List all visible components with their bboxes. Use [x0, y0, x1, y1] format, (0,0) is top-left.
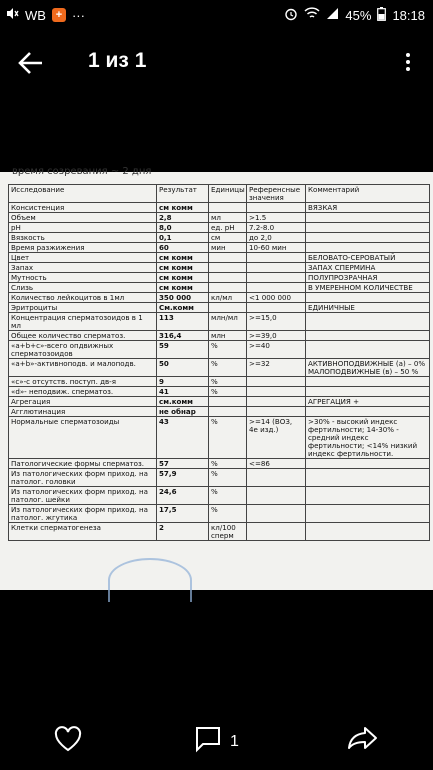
- comment-icon: [195, 726, 221, 752]
- result-cell: 316,4: [157, 331, 209, 341]
- test-name-cell: Консистенция: [9, 203, 157, 213]
- header-cell: Референсные значения: [247, 185, 306, 203]
- reference-cell: >=32: [247, 359, 306, 377]
- result-cell: 350 000: [157, 293, 209, 303]
- notification-badge: +: [52, 8, 66, 22]
- reference-cell: [247, 523, 306, 541]
- table-row: [9, 331, 430, 341]
- test-name-cell: Агглютинация: [9, 407, 157, 417]
- units-cell: мл: [209, 213, 247, 223]
- table-row: [9, 293, 430, 303]
- reference-cell: [247, 387, 306, 397]
- table-row: [9, 417, 430, 459]
- reference-cell: [247, 283, 306, 293]
- reference-cell: [247, 487, 306, 505]
- table-row: [9, 505, 430, 523]
- reference-cell: <1 000 000: [247, 293, 306, 303]
- result-cell: см комм: [157, 263, 209, 273]
- test-name-cell: Время разжижения: [9, 243, 157, 253]
- table-row: [9, 359, 430, 377]
- comment-cell: [306, 377, 430, 387]
- viewer-toolbar: [0, 30, 433, 96]
- heart-icon: [54, 726, 82, 752]
- header-cell: Результат: [157, 185, 209, 203]
- result-cell: См.комм: [157, 303, 209, 313]
- reference-cell: [247, 377, 306, 387]
- reference-cell: >1.5: [247, 213, 306, 223]
- table-row: [9, 213, 430, 223]
- units-cell: %: [209, 459, 247, 469]
- test-name-cell: Количество лейкоцитов в 1мл: [9, 293, 157, 303]
- comment-cell: [306, 313, 430, 331]
- result-cell: 50: [157, 359, 209, 377]
- comment-cell: [306, 331, 430, 341]
- table-row: [9, 387, 430, 397]
- test-name-cell: Патологические формы сперматоз.: [9, 459, 157, 469]
- table-row: [9, 233, 430, 243]
- comment-cell: [306, 243, 430, 253]
- comment-cell: АКТИВНОПОДВИЖНЫЕ (а) – 0% МАЛОПОДВИЖНЫЕ (в) – 50 %: [306, 359, 430, 377]
- result-cell: 24,6: [157, 487, 209, 505]
- test-name-cell: Концентрация сперматозоидов в 1 мл: [9, 313, 157, 331]
- comment-cell: [306, 223, 430, 233]
- like-button[interactable]: [54, 726, 82, 757]
- test-name-cell: Агрегация: [9, 397, 157, 407]
- test-name-cell: Из патологических форм приход. на патолог. головки: [9, 469, 157, 487]
- more-vert-icon[interactable]: [403, 50, 413, 76]
- wifi-icon: [304, 7, 320, 23]
- table-row: [9, 243, 430, 253]
- table-row: [9, 377, 430, 387]
- reference-cell: [247, 303, 306, 313]
- units-cell: [209, 253, 247, 263]
- battery-percent: 45%: [345, 7, 372, 23]
- units-cell: [209, 397, 247, 407]
- comment-cell: [306, 387, 430, 397]
- comment-cell: ЕДИНИЧНЫЕ: [306, 303, 430, 313]
- result-cell: 9: [157, 377, 209, 387]
- result-cell: 8,0: [157, 223, 209, 233]
- comment-cell: [306, 459, 430, 469]
- comment-cell: [306, 469, 430, 487]
- comment-cell: [306, 523, 430, 541]
- header-cell: Единицы: [209, 185, 247, 203]
- comment-cell: [306, 233, 430, 243]
- reference-cell: до 2,0: [247, 233, 306, 243]
- test-name-cell: Запах: [9, 263, 157, 273]
- mute-icon: [6, 7, 19, 23]
- reference-cell: [247, 505, 306, 523]
- units-cell: млн: [209, 331, 247, 341]
- units-cell: [209, 303, 247, 313]
- reference-cell: >=15,0: [247, 313, 306, 331]
- units-cell: мин: [209, 243, 247, 253]
- units-cell: см: [209, 233, 247, 243]
- comment-cell: В УМЕРЕННОМ КОЛИЧЕСТВЕ: [306, 283, 430, 293]
- bottom-action-bar: [0, 712, 433, 770]
- table-row: [9, 303, 430, 313]
- table-row: [9, 253, 430, 263]
- test-name-cell: «а+b»-активноподв. и малоподв.: [9, 359, 157, 377]
- status-bar: [0, 0, 433, 30]
- result-cell: 0,1: [157, 233, 209, 243]
- units-cell: [209, 263, 247, 273]
- test-name-cell: «с»-с отсутств. поступ. дв-я: [9, 377, 157, 387]
- reference-cell: >=39,0: [247, 331, 306, 341]
- result-cell: 2: [157, 523, 209, 541]
- table-row: [9, 487, 430, 505]
- units-cell: млн/мл: [209, 313, 247, 331]
- test-name-cell: Клетки сперматогенеза: [9, 523, 157, 541]
- units-cell: %: [209, 341, 247, 359]
- test-name-cell: Цвет: [9, 253, 157, 263]
- table-row: [9, 397, 430, 407]
- comment-cell: [306, 213, 430, 223]
- table-row: [9, 273, 430, 283]
- reference-cell: 10-60 мин: [247, 243, 306, 253]
- units-cell: [209, 273, 247, 283]
- result-cell: 41: [157, 387, 209, 397]
- comment-button[interactable]: [195, 726, 221, 757]
- header-cell: Исследование: [9, 185, 157, 203]
- units-cell: %: [209, 359, 247, 377]
- back-button[interactable]: [18, 50, 48, 76]
- units-cell: кл/100 сперм: [209, 523, 247, 541]
- units-cell: %: [209, 417, 247, 459]
- test-name-cell: «d»- неподвиж. сперматоз.: [9, 387, 157, 397]
- test-name-cell: «а+b+c»-всего опдвижных сперматозоидов: [9, 341, 157, 359]
- result-cell: 59: [157, 341, 209, 359]
- result-cell: 2,8: [157, 213, 209, 223]
- comment-cell: >30% - высокий индекс фертильности; 14-30% - средний индекс фертильности; <14% низкий индекс фертильности.: [306, 417, 430, 459]
- result-cell: см комм: [157, 203, 209, 213]
- battery-icon: [377, 7, 386, 24]
- result-cell: 60: [157, 243, 209, 253]
- reference-cell: 7.2-8.0: [247, 223, 306, 233]
- result-cell: см комм: [157, 253, 209, 263]
- test-name-cell: Из патологических форм приход. на патолог. шейки: [9, 487, 157, 505]
- comment-cell: ЗАПАХ СПЕРМИНА: [306, 263, 430, 273]
- result-cell: 17,5: [157, 505, 209, 523]
- page-title: 1 из 1: [88, 49, 147, 72]
- comment-count: 1: [230, 733, 239, 750]
- lab-results-table: [8, 184, 430, 541]
- result-cell: не обнар: [157, 407, 209, 417]
- reference-cell: [247, 253, 306, 263]
- table-row: [9, 341, 430, 359]
- comment-cell: ПОЛУПРОЗРАЧНАЯ: [306, 273, 430, 283]
- comment-cell: [306, 505, 430, 523]
- table-row: [9, 469, 430, 487]
- comment-cell: ВЯЗКАЯ: [306, 203, 430, 213]
- stamp: [108, 558, 192, 602]
- result-cell: 43: [157, 417, 209, 459]
- clock: 18:18: [392, 7, 425, 23]
- alarm-icon: [284, 7, 298, 24]
- reference-cell: [247, 263, 306, 273]
- reference-cell: >=40: [247, 341, 306, 359]
- comment-cell: [306, 407, 430, 417]
- reference-cell: [247, 273, 306, 283]
- carrier-label: WB: [25, 7, 46, 23]
- units-cell: %: [209, 377, 247, 387]
- table-row: [9, 313, 430, 331]
- comment-cell: АГРЕГАЦИЯ +: [306, 397, 430, 407]
- share-button[interactable]: [348, 726, 378, 755]
- units-cell: [209, 407, 247, 417]
- units-cell: [209, 283, 247, 293]
- result-cell: 57,9: [157, 469, 209, 487]
- comment-cell: [306, 487, 430, 505]
- units-cell: %: [209, 387, 247, 397]
- units-cell: %: [209, 487, 247, 505]
- reference-cell: >=14 (ВОЗ, 4е изд.): [247, 417, 306, 459]
- result-cell: 57: [157, 459, 209, 469]
- header-cell: Комментарий: [306, 185, 430, 203]
- back-arrow-icon: [18, 50, 44, 76]
- units-cell: ед. pH: [209, 223, 247, 233]
- test-name-cell: Вязкость: [9, 233, 157, 243]
- reference-cell: [247, 203, 306, 213]
- result-cell: см комм: [157, 283, 209, 293]
- share-icon: [348, 726, 378, 750]
- table-header-row: [9, 185, 430, 203]
- units-cell: [209, 203, 247, 213]
- units-cell: %: [209, 505, 247, 523]
- result-cell: 113: [157, 313, 209, 331]
- signal-icon: [326, 7, 339, 23]
- comment-cell: [306, 341, 430, 359]
- table-body: [9, 203, 430, 541]
- test-name-cell: Мутность: [9, 273, 157, 283]
- reference-cell: [247, 407, 306, 417]
- cutoff-line: время созревания ~ 2 дня: [12, 166, 152, 177]
- notification-dots: ···: [71, 7, 85, 23]
- units-cell: кл/мл: [209, 293, 247, 303]
- test-name-cell: Слизь: [9, 283, 157, 293]
- test-name-cell: Из патологических форм приход. на патолог. жгутика: [9, 505, 157, 523]
- reference-cell: [247, 469, 306, 487]
- table-row: [9, 223, 430, 233]
- table-row: [9, 523, 430, 541]
- table-row: [9, 459, 430, 469]
- reference-cell: <=86: [247, 459, 306, 469]
- test-name-cell: pH: [9, 223, 157, 233]
- table-row: [9, 203, 430, 213]
- table-row: [9, 263, 430, 273]
- comment-cell: [306, 293, 430, 303]
- table-row: [9, 283, 430, 293]
- units-cell: %: [209, 469, 247, 487]
- test-name-cell: Нормальные сперматозоиды: [9, 417, 157, 459]
- test-name-cell: Объем: [9, 213, 157, 223]
- table-row: [9, 407, 430, 417]
- test-name-cell: Эритроциты: [9, 303, 157, 313]
- document-image[interactable]: [0, 166, 433, 590]
- result-cell: см.комм: [157, 397, 209, 407]
- result-cell: см комм: [157, 273, 209, 283]
- reference-cell: [247, 397, 306, 407]
- comment-cell: БЕЛОВАТО-СЕРОВАТЫЙ: [306, 253, 430, 263]
- test-name-cell: Общее количество сперматоз.: [9, 331, 157, 341]
